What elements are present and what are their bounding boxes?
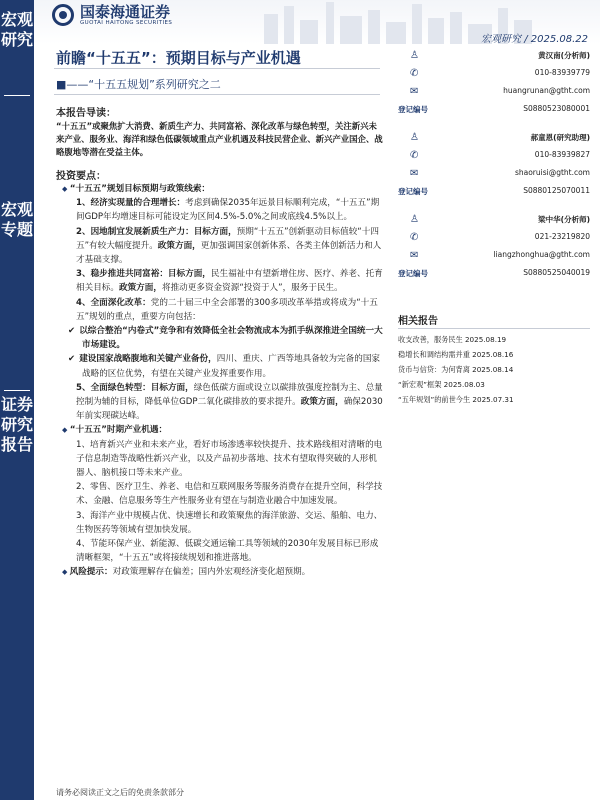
related-report-item[interactable]: “新宏观”框架 2025.08.03 xyxy=(398,380,485,389)
point-4: 4、全面深化改革：党的二十届三中全会部署的300多项改革举措或将成为“十五五”规划的重点，重要方向包括： xyxy=(76,297,378,322)
registration-number: S0880525040019 xyxy=(523,268,590,277)
analyst-panel xyxy=(398,50,590,296)
analyst-email[interactable]: liangzhonghua@gtht.com xyxy=(493,250,590,259)
disclaimer-footer: 请务必阅读正文之后的免责条款部分 xyxy=(56,788,184,797)
points-body xyxy=(62,182,384,580)
analyst-phone: 021-23219820 xyxy=(534,232,590,241)
analyst-phone: 010-83939779 xyxy=(534,68,590,77)
sidebar xyxy=(0,0,34,800)
report-title: 前瞻“十五五”：预期目标与产业机遇 xyxy=(56,49,301,67)
person-icon: ♙ xyxy=(410,132,419,143)
section-heading-industry: ◆ “十五五”时期产业机遇： xyxy=(62,423,384,437)
person-icon: ♙ xyxy=(410,214,419,225)
intro-text: “十五五”或聚焦扩大消费、新质生产力、共同富裕、深化改革与绿色转型，关注新兴未来产业、服务业、海洋和绿色低碳领域重点产业机遇及科技民营企业、新兴产业国企、战略腹地等潜在受益主体。 xyxy=(56,121,383,157)
registration-number: S0880523080001 xyxy=(523,104,590,113)
industry-point-2: 2、零售、医疗卫生、养老、电信和互联网服务等服务消费存在提升空间，科学技术、金融、信息服务等生产性服务业有望在与制造业融合中加速发展。 xyxy=(76,482,383,507)
industry-point-1: 1、培育新兴产业和未来产业，看好市场渗透率较快提升、技术路线相对清晰的电子信息制造等战略性新兴产业，以及产品初步落地、技术有望取得突破的人形机器人、脑机接口等未来产业。 xyxy=(76,439,383,479)
industry-point-4: 4、节能环保产业、新能源、低碳交通运输工具等领域的2030年发展目标已形成清晰框架，“十五五”或将接续规划和推进落地。 xyxy=(76,539,379,564)
sidebar-divider xyxy=(4,390,30,391)
registration-label: 登记编号 xyxy=(398,105,428,114)
analyst-card xyxy=(398,132,590,214)
point-1: 1、经济实现量的合理增长：考虑到确保2035年远景目标顺利完成，“十五五”期间GDP年均增速目标可能设定为区间4.5%-5.0%之间或底线4.5%以上。 xyxy=(76,198,380,223)
related-reports-list xyxy=(398,332,590,407)
registration-number: S0880125070011 xyxy=(523,186,590,195)
related-reports-heading: 相关报告 xyxy=(398,316,438,327)
analyst-email[interactable]: huangrunan@gtht.com xyxy=(503,86,590,95)
company-logo xyxy=(52,4,172,26)
registration-label: 登记编号 xyxy=(398,187,428,196)
related-report-item[interactable]: 货币与信贷：为何背离 2025.08.14 xyxy=(398,365,514,374)
email-icon: ✉ xyxy=(410,86,419,97)
phone-icon: ✆ xyxy=(410,150,419,161)
sidebar-label-macro-research: 宏观研究 xyxy=(0,10,33,49)
phone-icon: ✆ xyxy=(410,232,419,243)
point-4-sub-1: ✔ 以综合整治“内卷式”竞争和有效降低全社会物流成本为抓手纵深推进全国统一大市场建设。 xyxy=(62,324,384,352)
sidebar-label-macro-topic: 宏观专题 xyxy=(0,200,33,239)
point-3: 3、稳步推进共同富裕：目标方面，民生福祉中有望新增住房、医疗、养老、托育相关目标。政策方面，将推动更多资金资源“投资于人”，服务于民生。 xyxy=(76,269,383,294)
related-report-item[interactable]: 稳增长和调结构需并重 2025.08.16 xyxy=(398,350,514,359)
phone-icon: ✆ xyxy=(410,68,419,79)
analyst-email[interactable]: shaoruisi@gtht.com xyxy=(514,168,590,177)
intro-heading: 本报告导读： xyxy=(56,108,116,119)
analyst-name: 黄汉南(分析师) xyxy=(538,51,590,60)
risk-note: ◆ 风险提示：对政策理解存在偏差；国内外宏观经济变化超预期。 xyxy=(62,565,384,579)
registration-label: 登记编号 xyxy=(398,269,428,278)
report-category-date: 宏观研究 / 2025.08.22 xyxy=(481,34,588,45)
related-report-item[interactable]: “五年规划”的前世今生 2025.07.31 xyxy=(398,395,514,404)
point-5: 5、全面绿色转型：目标方面，绿色低碳方面或设立以碳排放强度控制为主、总量控制为辅的目标，降低单位GDP二氧化碳排放的要求提升。政策方面，确保2030年前实现碳达峰。 xyxy=(76,382,383,422)
analyst-phone: 010-83939827 xyxy=(534,150,590,159)
email-icon: ✉ xyxy=(410,250,419,261)
title-divider xyxy=(54,68,380,69)
analyst-name: 梁中华(分析师) xyxy=(538,215,590,224)
industry-point-3: 3、海洋产业中规模占优、快速增长和政策聚焦的海洋旅游、交运、船舶、电力、生物医药等领域有望加快发展。 xyxy=(76,510,383,535)
logo-mark-icon xyxy=(52,4,74,26)
related-divider xyxy=(398,328,590,329)
sidebar-label-securities-report: 证券研究报告 xyxy=(0,395,33,454)
subtitle-divider xyxy=(54,94,380,95)
email-icon: ✉ xyxy=(410,168,419,179)
section-heading-policy: ◆ “十五五”规划目标预期与政策线索： xyxy=(62,182,384,196)
points-heading: 投资要点： xyxy=(56,171,106,182)
logo-name: 国泰海通证券 xyxy=(80,3,171,21)
point-2: 2、因地制宜发展新质生产力：目标方面，预期“十五五”创新驱动目标值较“十四五”有较大幅度提升。政策方面，更加强调国家创新体系、各类主体创新活力和人才基础支撑。 xyxy=(76,226,382,266)
point-4-sub-2: ✔ 建设国家战略腹地和关键产业备份，四川、重庆、广西等地具备较为完备的国家战略的区位优势，有望在关键产业发挥重要作用。 xyxy=(62,352,384,380)
analyst-card xyxy=(398,50,590,132)
sidebar-divider xyxy=(4,95,30,96)
logo-english: GUOTAI HAITONG SECURITIES xyxy=(80,20,173,26)
report-subtitle: ■——“十五五规划”系列研究之二 xyxy=(56,78,221,91)
analyst-card xyxy=(398,214,590,296)
person-icon: ♙ xyxy=(410,50,419,61)
analyst-name: 郝童恩(研究助理) xyxy=(530,133,590,142)
related-report-item[interactable]: 收支改善，服务民生 2025.08.19 xyxy=(398,335,507,344)
